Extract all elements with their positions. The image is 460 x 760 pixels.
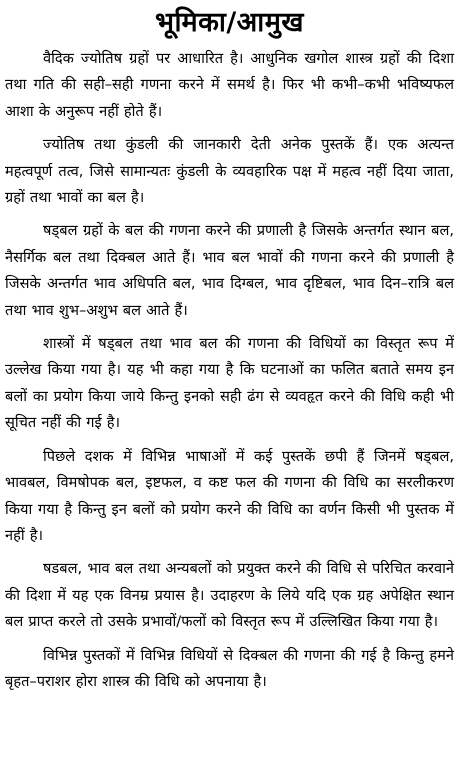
paragraph-4: शास्त्रों में षड्बल तथा भाव बल की गणना की विधियों का विस्तृत रूप में उल्लेख किया गया है। यह भी कहा गया है कि घटनाओं का फलित बताते समय इन बलों का प्रयोग किया जाये किन्तु इनको सही ढंग से व्यवहृत करने की विधि कही भी सूचित नहीं की गई है। <box>5 335 455 432</box>
paragraph-3: षड्बल ग्रहों के बल की गणना करने की प्रणाली है जिसके अन्तर्गत स्थान बल, नैसर्गिक बल तथा दिक्बल आते हैं। भाव बल भावों की गणना करने की प्रणाली है जिसके अन्तर्गत भाव अधिपति बल, भाव दिग्बल, भाव दृष्टिबल, भाव दिन–रात्रि बल तथा भाव शुभ–अशुभ बल आते हैं। <box>5 222 454 319</box>
paragraph-5: पिछले दशक में विभिन्न भाषाओं में कई पुस्तकें छपी हैं जिनमें षड्बल, भावबल, विमषोपक बल, इष्टफल, व कष्ट फल की गणना की विधि का सरलीकरण किया गया है किन्तु इन बलों को प्रयोग करने की विधि का वर्णन किसी भी पुस्तक में नहीं है। <box>5 447 454 544</box>
paragraph-1: वैदिक ज्योतिष ग्रहों पर आधारित है। आधुनिक खगोल शास्त्र ग्रहों की दिशा तथा गति की सही–सही गणना करने में समर्थ है। फिर भी कभी–कभी भविष्यफल आशा के अनुरूप नहीं होते हैं। <box>5 50 454 120</box>
paragraph-7: विभिन्न पुस्तकों में विभिन्न विधियों से दिक्बल की गणना की गई है किन्तु हमने बृहत–पराशर होरा शास्त्र की विधि को अपनाया है। <box>5 646 454 690</box>
page-title: भूमिका/आमुख <box>154 7 305 38</box>
paragraph-6: षडबल, भाव बल तथा अन्यबलों को प्रयुक्त करने की विधि से परिचित करवाने की दिशा में यह एक विनम्र प्रयास है। उदाहरण के लिये यदि एक ग्रह अपेक्षित स्थान बल प्राप्त करले तो उसके प्रभावों/फलों को विस्तृत रूप में उल्लिखित किया गया है। <box>5 560 454 631</box>
paragraph-2: ज्योतिष तथा कुंडली की जानकारी देती अनेक पुस्तकें हैं। एक अत्यन्त महत्वपूर्ण तत्व, जिसे सामान्यतः कुंडली के व्यवहारिक पक्ष में महत्व नहीं दिया जाता, ग्रहों तथा भावों का बल है। <box>5 136 454 207</box>
